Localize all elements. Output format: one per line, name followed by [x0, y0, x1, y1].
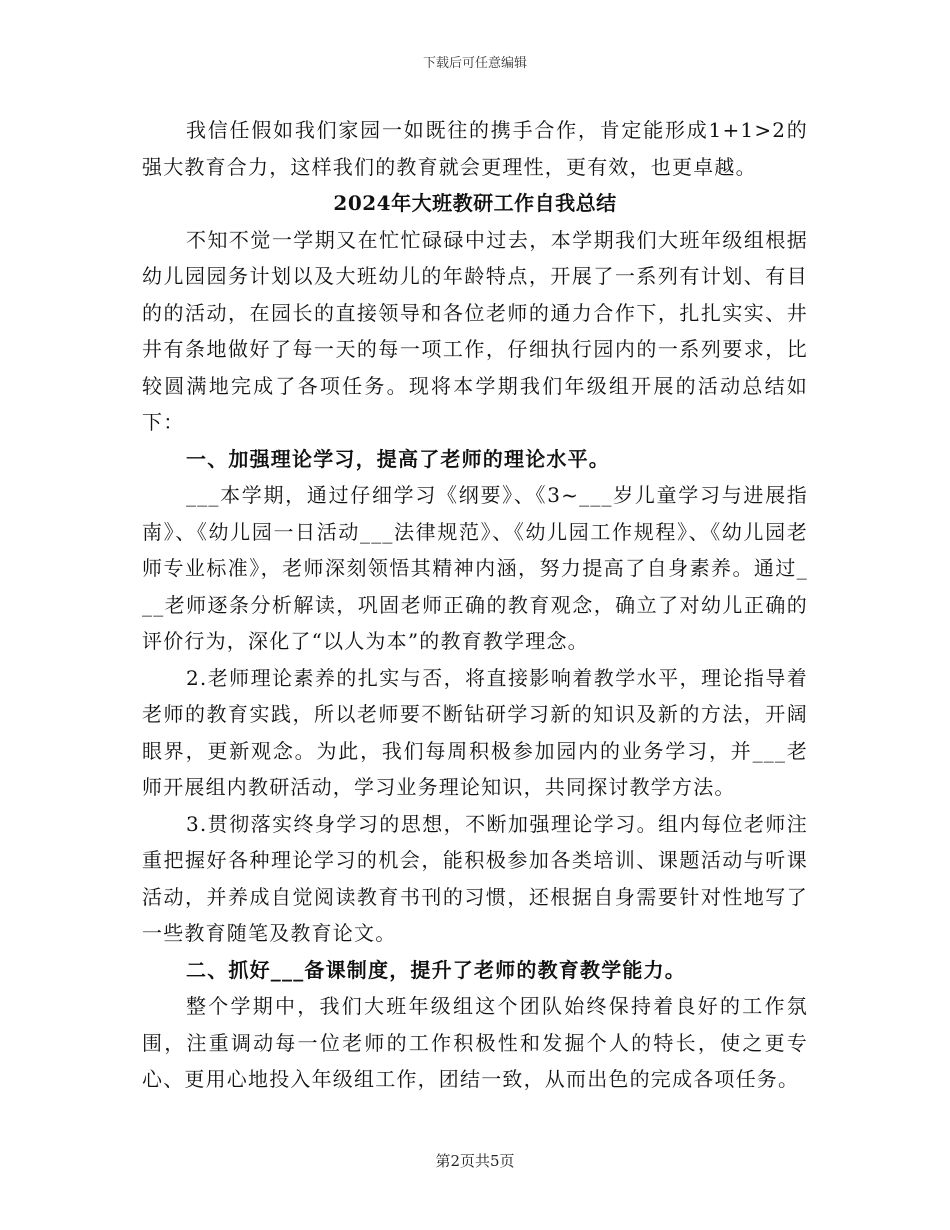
section-1-paragraph-3: 3.贯彻落实终身学习的思想，不断加强理论学习。组内每位老师注重把握好各种理论学习的机会，能积极参加各类培训、课题活动与听课活动，并养成自觉阅读教育书刊的习惯，还根据自身需要针对性地写了一些教育随笔及教育论文。 — [142, 811, 808, 945]
section-2-paragraph-1: 整个学期中，我们大班年级组这个团队始终保持着良好的工作氛围，注重调动每一位老师的工作积极性和发掘个人的特长，使之更专心、更用心地投入年级组工作，团结一致，从而出色的完成各项任务。 — [142, 994, 808, 1091]
section-1-paragraph-2: 2.老师理论素养的扎实与否，将直接影响着教学水平，理论指导着老师的教育实践，所以老师要不断钻研学习新的知识及新的方法，开阔眼界，更新观念。为此，我们每周积极参加园内的业务学习，并___老师开展组内教研活动，学习业务理论知识，共同探讨教学方法。 — [142, 665, 808, 799]
opening-paragraph: 不知不觉一学期又在忙忙碌碌中过去，本学期我们大班年级组根据幼儿园园务计划以及大班幼儿的年龄特点，开展了一系列有计划、有目的的活动，在园长的直接领导和各位老师的通力合作下，扎扎实实、井井有条地做好了每一天的每一项工作，仔细执行园内的一系列要求，比较圆满地完成了各项任务。现将本学期我们年级组开展的活动总结如下： — [142, 227, 808, 434]
page-number: 第2页共5页 — [435, 1152, 515, 1170]
page-header: 下载后可任意编辑 — [422, 56, 527, 71]
section-1-paragraph-1: ___本学期，通过仔细学习《纲要》、《3~___岁儿童学习与进展指南》、《幼儿园一日活动___法律规范》、《幼儿园工作规程》、《幼儿园老师专业标准》，老师深刻领悟其精神内涵，努力提高了自身素养。通过___老师逐条分析解读，巩固老师正确的教育观念，确立了对幼儿正确的评价行为，深化了“以人为本”的教育教学理念。 — [142, 483, 808, 653]
section-1-heading: 一、加强理论学习，提高了老师的理论水平。 — [186, 446, 610, 471]
section-2-heading: 二、抓好___备课制度，提升了老师的教育教学能力。 — [186, 957, 686, 982]
document-body — [142, 112, 808, 1098]
document-title: 2024年大班教研工作自我总结 — [333, 191, 617, 215]
intro-paragraph: 我信任假如我们家园一如既往的携手合作，肯定能形成1+1>2的强大教育合力，这样我们的教育就会更理性，更有效，也更卓越。 — [142, 118, 808, 179]
